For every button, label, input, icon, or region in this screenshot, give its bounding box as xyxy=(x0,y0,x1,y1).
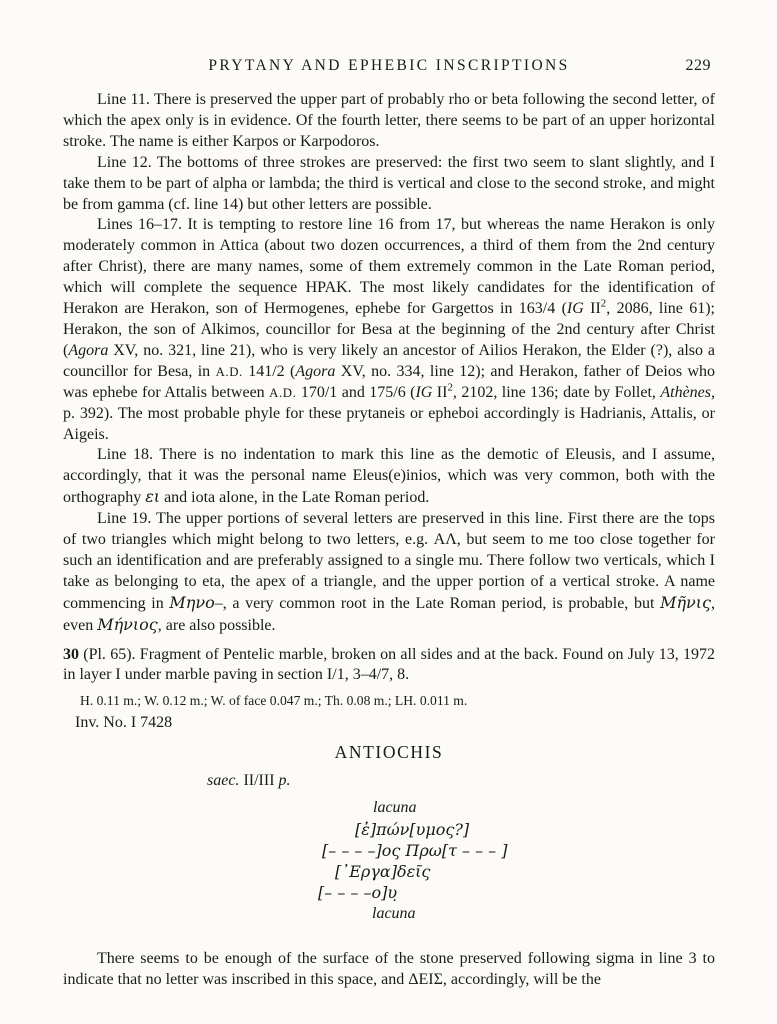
text-run: A.D. xyxy=(269,385,297,400)
text-run: 30 xyxy=(63,645,79,663)
text-run: , 2102, line 136; date by Follet, xyxy=(452,383,661,401)
text-run: XV, no. 334, line 12); and Herakon, father of Deios who was ephebe for Attalis between xyxy=(63,362,716,401)
commentary-paragraph-line-18 xyxy=(63,445,715,509)
text-run: Μῆνις xyxy=(660,592,711,612)
measurements-line: H. 0.11 m.; W. 0.12 m.; W. of face 0.047 m.; Th. 0.08 m.; LH. 0.011 m. xyxy=(80,693,468,709)
text-run: 2 xyxy=(600,297,607,310)
text-run: IG xyxy=(566,300,584,318)
text-run: Line 18. There is no indentation to mark this line as the demotic of Eleusis, and I assume, accordingly, that it was the personal name Eleus(e)inios, which was very common, both with the orthography xyxy=(63,446,715,507)
running-header xyxy=(63,56,715,75)
text-run: There seems to be enough of the surface of the stone preserved following sigma in line 3 to indicate that no letter was inscribed in this space, and ΔΕΙΣ, accordingly, will be the xyxy=(63,949,715,988)
text-run: Athènes xyxy=(660,383,712,401)
text-run: p. xyxy=(278,772,291,790)
text-run: Agora xyxy=(68,341,109,359)
page-header-title: PRYTANY AND EPHEBIC INSCRIPTIONS xyxy=(208,57,570,74)
inventory-number: Inv. No. I 7428 xyxy=(75,714,173,732)
text-run: –, a very common root in the Late Roman period, is probable, but xyxy=(214,594,661,612)
text-run: IG xyxy=(415,383,433,401)
text-run: , are also possible. xyxy=(157,616,276,634)
text-run: (Pl. 65). Fragment of Pentelic marble, broken on all sides and at the back. Found on July 13, 1972 in layer I under marble paving in section I/1, 3–4/7, 8. xyxy=(63,645,715,684)
text-run: 170/1 and 175/6 ( xyxy=(296,383,416,401)
text-run: Lines 16–17. It is tempting to restore line 16 from 17, but whereas the name Herakon is only moderately common in Attica (about two dozen occurrences, a third of them from the 2nd century after Christ), there are many names, some of them extremely common in the Late Roman period, which will complete the sequence HPAK. The most likely candidates for the identification of Herakon are Herakon, son of Hermogenes, ephebe for Gargettos in 163/4 ( xyxy=(63,216,715,318)
text-run: ει xyxy=(145,487,161,507)
text-run: Line 11. There is preserved the upper part of probably rho or beta following the second letter, of which the apex only is in evidence. Of the fourth letter, there seems to be part of an upper horizontal stroke. The name is either Karpos or Karpodoros. xyxy=(63,91,715,150)
text-run: , even xyxy=(63,594,715,634)
text-run: 141/2 ( xyxy=(242,362,296,380)
inscription-line: lacuna xyxy=(373,799,417,817)
page-number: 229 xyxy=(685,57,711,74)
text-run: II xyxy=(432,383,448,401)
catalog-entry-description xyxy=(63,645,715,687)
text-run: , 2086, line 61); Herakon, the son of Alkimos, councillor for Besa at the beginning of the 2nd century after Christ ( xyxy=(63,300,716,359)
date-line xyxy=(207,770,715,792)
text-run: , p. 392). The most probable phyle for these prytaneis or epheboi accordingly is Hadrianis, Attalis, or Aigeis. xyxy=(63,383,716,443)
inscription-line: [– – – –ο]υ̣ xyxy=(318,883,398,903)
inscription-line: [᾿Εργα]δεῖς xyxy=(335,861,431,881)
commentary-paragraph-line-12 xyxy=(63,153,715,216)
inscription-line: [– – – –]ος Πρω[τ – – – ] xyxy=(322,840,508,860)
text-run: Μήνιος xyxy=(97,614,158,634)
text-run: A.D. xyxy=(215,364,243,379)
text-run: Line 12. The bottoms of three strokes are preserved: the first two seem to slant slightly, and I take them to be part of alpha or lambda; the third is vertical and close to the second stroke, and might be from gamma (cf. line 14) but other letters are possible. xyxy=(63,153,715,213)
commentary-paragraph-line-11 xyxy=(63,90,715,153)
text-run: Μηνο xyxy=(169,592,215,612)
inscription-line: [ἐ]πών[υμος?] xyxy=(355,819,470,839)
text-run: II/III xyxy=(239,772,279,790)
closing-paragraph xyxy=(63,949,715,991)
inscription-block xyxy=(318,797,715,924)
commentary-paragraph-lines-16-17 xyxy=(63,215,715,445)
phyle-heading: ANTIOCHIS xyxy=(334,742,444,763)
commentary-paragraph-line-19 xyxy=(63,509,715,636)
text-run: Agora xyxy=(295,362,336,380)
inscription-line: lacuna xyxy=(372,905,416,923)
text-run: II xyxy=(583,300,601,318)
text-run: XV, no. 321, line 21), who is very likely an ancestor of Ailios Herakon, the Elder (?), also a councillor for Besa, in xyxy=(63,341,715,380)
text-run: Line 19. The upper portions of several letters are preserved in this line. First there are the tops of two triangles which might belong to two letters, e.g. ΑΛ, but seem to me too close together for such an identification and are preferably assigned to a single mu. There follow two verticals, which I take as belonging to eta, the apex of a triangle, and the upper portion of a vertical stroke. A name commencing in xyxy=(63,510,715,612)
text-run: saec. xyxy=(207,772,240,790)
text-run: and iota alone, in the Late Roman period. xyxy=(160,489,430,507)
text-run: 2 xyxy=(447,381,453,394)
catalog-entry-30 xyxy=(63,645,715,925)
commentary-section xyxy=(63,90,715,637)
